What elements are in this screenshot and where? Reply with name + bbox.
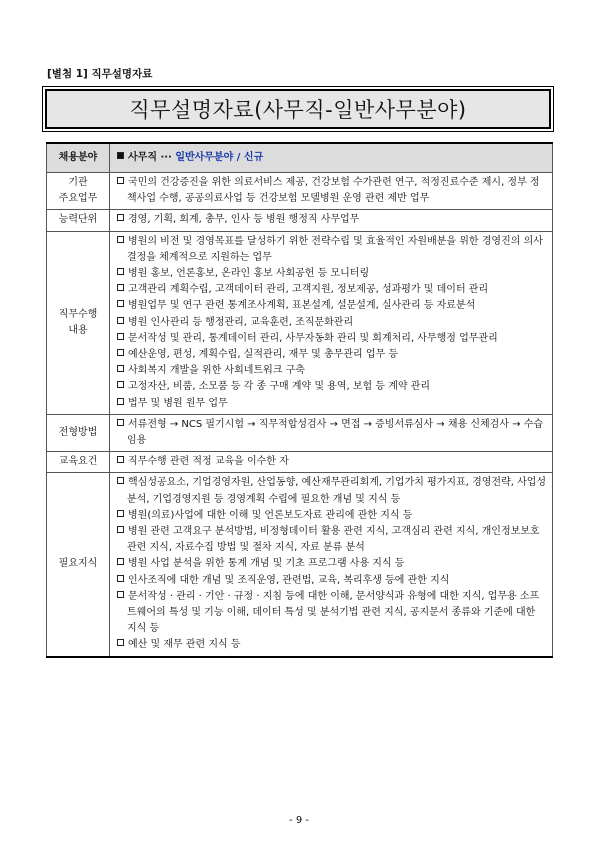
label-text: 교육요건 xyxy=(58,456,98,468)
value-process xyxy=(110,414,553,451)
bullet-text: 고정자산, 비품, 소모품 등 각 종 구매 계약 및 용역, 보험 등 계약 관리 xyxy=(128,381,431,393)
bullet-text: 직무수행 관련 적정 교육을 이수한 자 xyxy=(128,456,289,468)
value-knowledge xyxy=(110,473,553,657)
square-bullet-icon xyxy=(117,558,124,565)
label-text: 능력단위 xyxy=(58,214,98,226)
bullet-item xyxy=(117,282,547,298)
label-text: 필요지식 xyxy=(58,558,98,570)
label-text: 직무수행 내용 xyxy=(58,308,98,336)
square-bullet-icon xyxy=(117,456,124,463)
square-bullet-icon xyxy=(117,177,124,184)
bullet-item xyxy=(117,298,547,314)
label-duty xyxy=(47,231,110,414)
bullet-text: 사회복지 개발을 위한 사회네트워크 구축 xyxy=(128,365,305,377)
square-bullet-icon xyxy=(117,381,124,388)
bullet-text: 병원 관련 고객요구 분석방법, 비정형데이터 활용 관련 지식, 고객심리 관련 지식, 개인정보보호 관련 지식, 자료수집 방법 및 절차 지식, 자료 분류 분석 xyxy=(127,526,540,554)
value-ability xyxy=(110,210,553,231)
value-org-duty xyxy=(110,173,553,210)
square-bullet-icon xyxy=(117,268,124,275)
bullet-text: 병원(의료)사업에 대한 이해 및 언론보도자료 관리에 관한 지식 등 xyxy=(128,509,413,521)
label-text: 전형방법 xyxy=(58,426,98,438)
label-text: 기관 주요업무 xyxy=(58,177,98,205)
bullet-item xyxy=(117,315,547,331)
bullet-item xyxy=(117,524,547,556)
bullet-text: 병원의 비전 및 경영목표를 달성하기 위한 전략수립 및 효율적인 자원배분을 위한 경영진의 의사결정을 체계적으로 지원하는 업무 xyxy=(127,235,543,263)
bullet-item xyxy=(117,266,547,282)
document-title: 직무설명자료(사무직-일반사무분야) xyxy=(129,98,467,122)
recruit-highlight: 일반사무분야 / 신규 xyxy=(175,151,264,163)
annex-label: [별첨 1] 직무설명자료 xyxy=(47,68,153,80)
bullet-text: 예산 및 재무 관련 지식 등 xyxy=(128,639,241,651)
row-process xyxy=(47,414,553,451)
square-bullet-icon xyxy=(117,510,124,517)
page-number: - 9 - xyxy=(289,815,309,826)
square-bullet-icon xyxy=(117,236,124,243)
square-bullet-icon xyxy=(117,365,124,372)
row-recruit-field xyxy=(47,143,553,173)
label-org-duty xyxy=(47,173,110,210)
square-bullet-icon xyxy=(117,300,124,307)
recruit-category: 사무직 ··· xyxy=(128,151,176,163)
bullet-item xyxy=(117,331,547,347)
square-bullet-icon xyxy=(117,214,124,221)
bullet-item xyxy=(117,379,547,395)
document-title-box xyxy=(45,89,551,129)
bullet-item xyxy=(117,556,547,572)
bullet-item xyxy=(117,589,547,638)
bullet-text: 문서작성 및 관리, 통계데이터 관리, 사무자동화 관리 및 회계처리, 사무행정 업무관리 xyxy=(128,332,498,344)
square-bullet-icon xyxy=(117,419,124,426)
bullet-text: 경영, 기획, 회계, 총무, 인사 등 병원 행정직 사무업무 xyxy=(128,214,360,226)
label-ability xyxy=(47,210,110,231)
bullet-item xyxy=(117,417,547,449)
bullet-item xyxy=(117,212,547,228)
label-knowledge xyxy=(47,473,110,657)
row-edu xyxy=(47,452,553,473)
row-knowledge xyxy=(47,473,553,657)
square-bullet-icon xyxy=(117,317,124,324)
square-bullet-icon xyxy=(117,284,124,291)
bullet-item xyxy=(117,234,547,266)
label-process xyxy=(47,414,110,451)
bullet-text: 국민의 건강증진을 위한 의료서비스 제공, 건강보험 수가관련 연구, 적정진료수준 제시, 정부 정책사업 수행, 공공의료사업 등 건강보험 모델병원 운영 관련 제반 업무 xyxy=(127,177,540,205)
bullet-item xyxy=(117,637,547,653)
bullet-text: 법무 및 병원 원무 업무 xyxy=(128,397,228,409)
square-bullet-icon xyxy=(117,575,124,582)
bullet-text: 병원 사업 분석을 위한 통계 개념 및 기초 프로그램 사용 지식 등 xyxy=(128,558,405,570)
job-description-table xyxy=(46,142,553,658)
label-edu xyxy=(47,452,110,473)
bullet-item xyxy=(117,347,547,363)
bullet-item xyxy=(117,475,547,507)
bullet-item xyxy=(117,454,547,470)
label-recruit-field: 채용분야 xyxy=(47,143,110,173)
bullet-text: 문서작성 · 관리 · 기안 · 규정 · 지침 등에 대한 이해, 문서양식과 유형에 대한 지식, 업무용 소프트웨어의 특성 및 기능 이해, 데이터 특성 및 분석기법 관련 지식, 공지문서 종류와 기준에 대한 지식 등 xyxy=(127,590,540,635)
square-bullet-icon xyxy=(117,526,124,533)
bullet-item xyxy=(117,175,547,207)
bullet-item xyxy=(117,573,547,589)
square-bullet-icon xyxy=(117,349,124,356)
row-org-duty xyxy=(47,173,553,210)
square-bullet-icon xyxy=(117,333,124,340)
square-bullet-icon xyxy=(117,639,124,646)
bullet-text: 서류전형 → NCS 필기시험 → 직무적합성검사 → 면접 → 증빙서류심사 → 채용 신체검사 → 수습임용 xyxy=(127,418,544,447)
square-bullet-icon xyxy=(117,477,124,484)
bullet-item xyxy=(117,363,547,379)
bullet-text: 핵심성공요소, 기업경영자원, 산업동향, 예산재무관리회계, 기업가치 평가지표, 경영전략, 사업성분석, 기업경영지원 등 경영계획 수립에 필요한 개념 및 지식 등 xyxy=(127,477,547,505)
bullet-item xyxy=(117,508,547,524)
bullet-text: 고객관리 계획수립, 고객데이터 관리, 고객지원, 정보제공, 성과평가 및 데이터 관리 xyxy=(128,284,489,296)
square-bullet-icon xyxy=(117,591,124,598)
bullet-text: 병원 인사관리 등 행정관리, 교육훈련, 조직문화관리 xyxy=(128,316,354,328)
row-duty xyxy=(47,231,553,414)
row-ability xyxy=(47,210,553,231)
value-edu xyxy=(110,452,553,473)
bullet-text: 인사조직에 대한 개념 및 조직운영, 관련법, 교육, 복리후생 등에 관한 지식 xyxy=(128,574,450,586)
bullet-text: 예산운영, 편성, 계획수립, 실적관리, 재무 및 총무관리 업무 등 xyxy=(128,349,398,361)
value-duty xyxy=(110,231,553,414)
square-bullet-icon xyxy=(117,398,124,405)
bullet-item xyxy=(117,396,547,412)
bullet-text: 병원업무 및 연구 관련 통계조사계획, 표본설계, 설문설계, 실사관리 등 자료분석 xyxy=(128,300,476,312)
bullet-text: 병원 홍보, 언론홍보, 온라인 홍보 사회공헌 등 모니터링 xyxy=(128,268,370,280)
square-bullet-icon xyxy=(117,152,124,159)
value-recruit-field xyxy=(110,143,553,173)
